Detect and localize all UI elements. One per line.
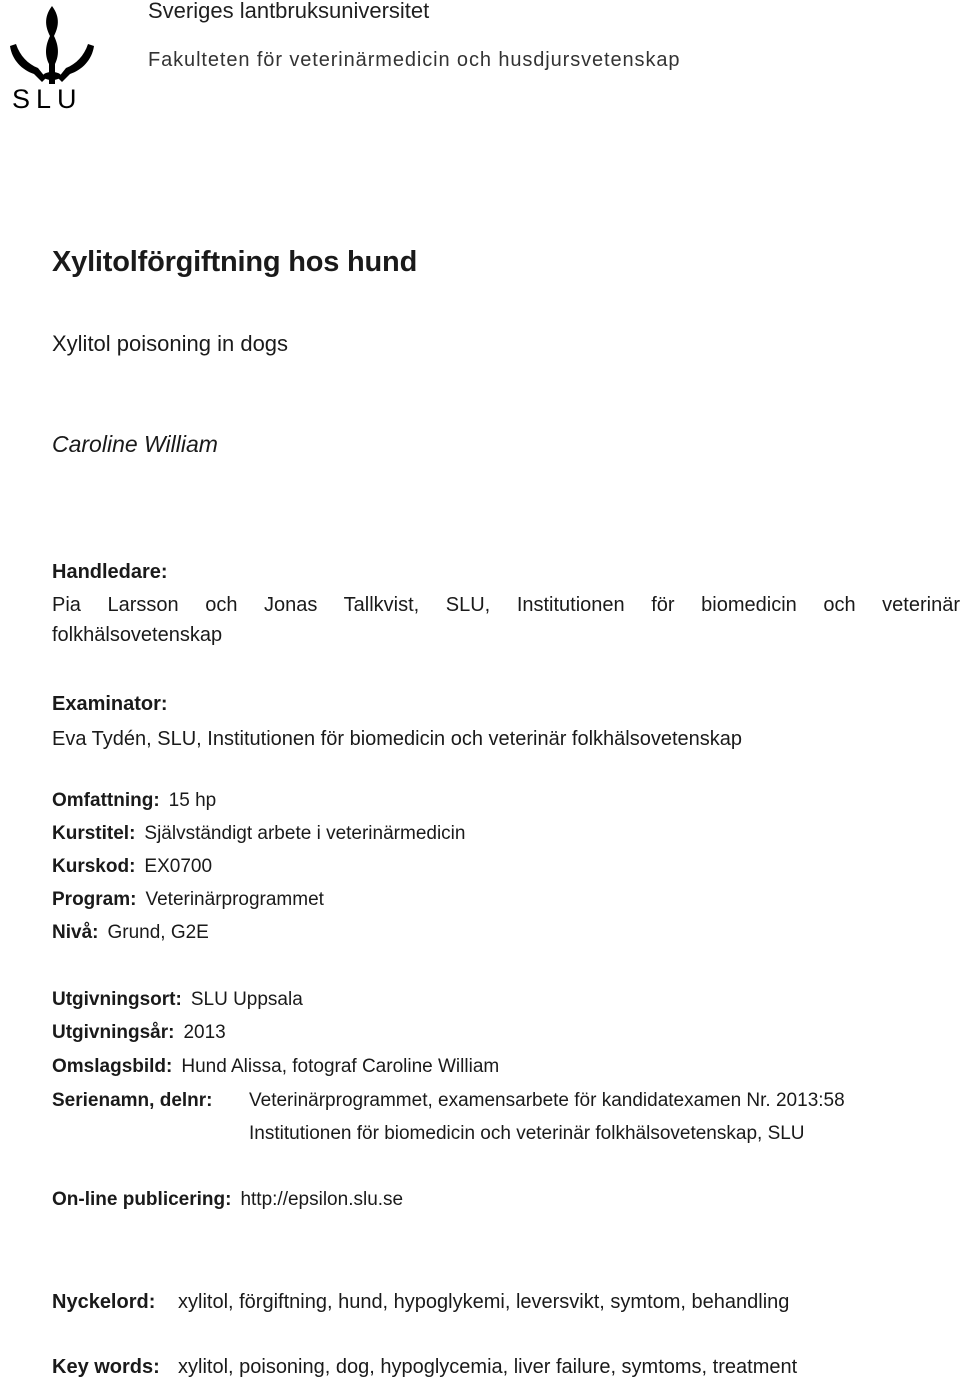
keywords-en-label: Key words: — [52, 1356, 160, 1378]
scope-label: Omfattning: — [52, 790, 160, 811]
program-row — [52, 889, 324, 911]
course-code-value: EX0700 — [144, 856, 213, 877]
series-label: Serienamn, delnr: — [52, 1090, 213, 1111]
institution-name: Sveriges lantbruksuniversitet — [148, 0, 430, 23]
course-title-row — [52, 823, 465, 845]
place-row — [52, 989, 303, 1011]
slu-logo — [2, 4, 102, 112]
series-line2: Institutionen för biomedicin och veterinär folkhälsovetenskap, SLU — [249, 1123, 805, 1144]
author-name: Caroline William — [52, 431, 218, 457]
course-title-label: Kurstitel: — [52, 823, 136, 844]
scope-row — [52, 790, 216, 812]
course-code-label: Kurskod: — [52, 856, 136, 877]
scope-value: 15 hp — [168, 790, 217, 811]
cover-value: Hund Alissa, fotograf Caroline William — [181, 1056, 500, 1077]
year-value: 2013 — [183, 1022, 226, 1043]
place-label: Utgivningsort: — [52, 989, 182, 1010]
supervisor-label: Handledare: — [52, 561, 168, 583]
keywords-sv-value: xylitol, förgiftning, hund, hypoglykemi, leversvikt, symtom, behandling — [178, 1291, 790, 1313]
supervisor-line1: Pia Larsson och Jonas Tallkvist, SLU, Institutionen för biomedicin och veterinär — [52, 594, 960, 616]
cover-row — [52, 1056, 499, 1078]
logo-text: SLU — [12, 84, 83, 112]
supervisor-line2: folkhälsovetenskap — [52, 624, 223, 646]
course-code-row — [52, 856, 212, 878]
online-label: On-line publicering: — [52, 1189, 232, 1210]
course-title-value: Självständigt arbete i veterinärmedicin — [144, 823, 466, 844]
level-label: Nivå: — [52, 922, 99, 943]
online-link[interactable]: http://epsilon.slu.se — [240, 1189, 404, 1210]
program-label: Program: — [52, 889, 137, 910]
series-line1: Veterinärprogrammet, examensarbete för kandidatexamen Nr. 2013:58 — [249, 1090, 845, 1111]
examiner-value: Eva Tydén, SLU, Institutionen för biomedicin och veterinär folkhälsovetenskap — [52, 728, 743, 750]
faculty-name: Fakulteten för veterinärmedicin och husdjursvetenskap — [148, 49, 681, 71]
year-label: Utgivningsår: — [52, 1022, 175, 1043]
year-row — [52, 1022, 226, 1044]
online-row — [52, 1189, 403, 1211]
program-value: Veterinärprogrammet — [145, 889, 324, 910]
level-row — [52, 922, 209, 944]
level-value: Grund, G2E — [107, 922, 209, 943]
place-value: SLU Uppsala — [190, 989, 303, 1010]
examiner-label: Examinator: — [52, 693, 168, 715]
keywords-sv-label: Nyckelord: — [52, 1291, 156, 1313]
document-title: Xylitolförgiftning hos hund — [52, 246, 418, 278]
document-subtitle: Xylitol poisoning in dogs — [52, 331, 289, 356]
keywords-en-value: xylitol, poisoning, dog, hypoglycemia, liver failure, symtoms, treatment — [178, 1356, 798, 1378]
cover-label: Omslagsbild: — [52, 1056, 173, 1077]
